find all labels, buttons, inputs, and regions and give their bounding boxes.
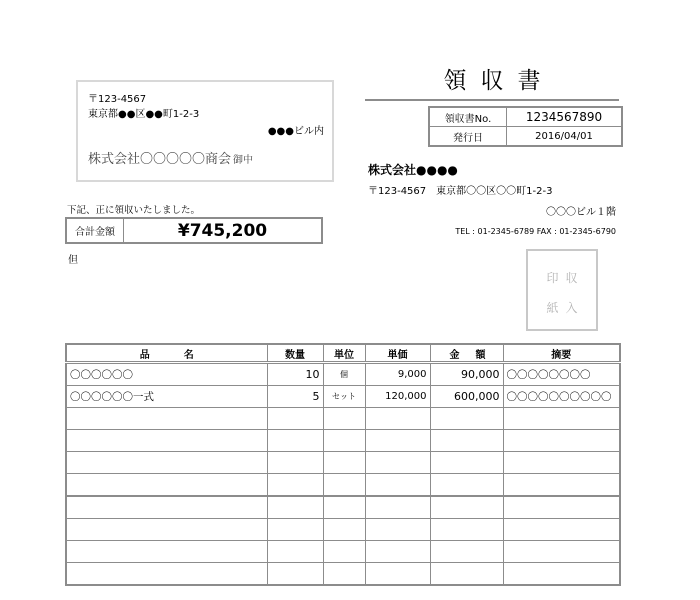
cell-note	[503, 496, 620, 519]
cell-amount: 600,000	[430, 386, 503, 408]
cell-qty: 5	[267, 386, 323, 408]
recipient-zip: 〒123-4567	[88, 94, 147, 105]
cell-qty	[267, 452, 323, 474]
cell-name	[66, 563, 267, 586]
header-unit: 単位	[323, 344, 365, 363]
recipient-address-box	[76, 80, 334, 182]
cell-price	[365, 519, 430, 541]
cell-qty	[267, 408, 323, 430]
cell-amount	[430, 474, 503, 497]
header-note: 摘要	[503, 344, 620, 363]
issuer-name: 株式会社●●●●	[368, 163, 458, 177]
cell-name	[66, 408, 267, 430]
table-row	[66, 386, 620, 408]
cell-price: 120,000	[365, 386, 430, 408]
cell-amount	[430, 408, 503, 430]
table-row-empty	[66, 496, 620, 519]
issuer-building: 〇〇〇ビル１階	[546, 207, 616, 218]
cell-qty	[267, 541, 323, 563]
cell-price	[365, 496, 430, 519]
table-row-empty	[66, 452, 620, 474]
cell-amount	[430, 541, 503, 563]
cell-name	[66, 519, 267, 541]
recipient-company-name: 株式会社〇〇〇〇〇商会	[88, 152, 232, 167]
cell-note	[503, 408, 620, 430]
receipt-info-table	[428, 106, 623, 147]
cell-name	[66, 430, 267, 452]
cell-unit: セット	[323, 386, 365, 408]
header-price: 単価	[365, 344, 430, 363]
cell-price	[365, 408, 430, 430]
cell-price	[365, 541, 430, 563]
revenue-stamp-box	[526, 249, 598, 331]
cell-note: 〇〇〇〇〇〇〇〇〇〇	[503, 386, 620, 408]
receipt-statement: 下記、正に領収いたしました。	[67, 205, 201, 216]
cell-unit	[323, 496, 365, 519]
stamp-text-line2: 紙入	[546, 301, 585, 315]
cell-unit	[323, 519, 365, 541]
cell-qty: 10	[267, 363, 323, 386]
cell-amount: 90,000	[430, 363, 503, 386]
recipient-building: ●●●ビル内	[267, 126, 324, 137]
cell-name: 〇〇〇〇〇〇	[66, 363, 267, 386]
cell-unit	[323, 541, 365, 563]
issue-date-value: 2016/04/01	[507, 127, 623, 147]
issuer-contact: TEL : 01-2345-6789 FAX : 01-2345-6790	[455, 227, 616, 236]
cell-price	[365, 563, 430, 586]
table-row-empty	[66, 474, 620, 497]
cell-unit	[323, 452, 365, 474]
receipt-no-label: 領収書No.	[429, 107, 507, 127]
cell-note	[503, 563, 620, 586]
table-row-empty	[66, 563, 620, 586]
cell-note	[503, 430, 620, 452]
header-qty: 数量	[267, 344, 323, 363]
cell-amount	[430, 496, 503, 519]
cell-qty	[267, 496, 323, 519]
cell-name: 〇〇〇〇〇〇一式	[66, 386, 267, 408]
cell-amount	[430, 563, 503, 586]
title-underline	[365, 99, 619, 101]
cell-amount	[430, 430, 503, 452]
cell-note	[503, 474, 620, 497]
cell-name	[66, 496, 267, 519]
cell-price: 9,000	[365, 363, 430, 386]
cell-unit: 個	[323, 363, 365, 386]
recipient-honorific: 御中	[233, 155, 254, 166]
cell-note	[503, 519, 620, 541]
cell-note	[503, 452, 620, 474]
cell-unit	[323, 563, 365, 586]
issuer-address: 東京都〇〇区〇〇町1-2-3	[436, 186, 553, 197]
issue-date-label: 発行日	[429, 127, 507, 147]
cell-name	[66, 541, 267, 563]
cell-amount	[430, 452, 503, 474]
total-amount-box	[65, 217, 323, 244]
receipt-no-value: 1234567890	[507, 107, 623, 127]
cell-note	[503, 541, 620, 563]
total-label: 合計金額	[67, 219, 124, 242]
table-row-empty	[66, 430, 620, 452]
table-row-empty	[66, 519, 620, 541]
cell-unit	[323, 408, 365, 430]
cell-qty	[267, 563, 323, 586]
cell-qty	[267, 474, 323, 497]
cell-note: 〇〇〇〇〇〇〇〇	[503, 363, 620, 386]
table-row	[66, 363, 620, 386]
table-row-empty	[66, 541, 620, 563]
recipient-company	[88, 148, 253, 167]
header-name: 品名	[66, 344, 267, 363]
total-value: ¥745,200	[177, 220, 268, 241]
header-amount: 金額	[430, 344, 503, 363]
issuer-address-line	[368, 182, 552, 197]
stamp-text-line1: 印収	[546, 271, 585, 285]
recipient-address: 東京都●●区●●町1-2-3	[88, 109, 200, 120]
cell-price	[365, 474, 430, 497]
cell-unit	[323, 430, 365, 452]
cell-qty	[267, 519, 323, 541]
issuer-zip: 〒123-4567	[368, 186, 427, 197]
cell-name	[66, 452, 267, 474]
items-header-row	[66, 344, 620, 363]
items-table	[65, 343, 621, 586]
cell-price	[365, 452, 430, 474]
cell-unit	[323, 474, 365, 497]
cell-name	[66, 474, 267, 497]
cell-qty	[267, 430, 323, 452]
proviso-label: 但	[68, 255, 78, 266]
document-title: 領収書	[443, 68, 555, 94]
table-row-empty	[66, 408, 620, 430]
cell-amount	[430, 519, 503, 541]
cell-price	[365, 430, 430, 452]
